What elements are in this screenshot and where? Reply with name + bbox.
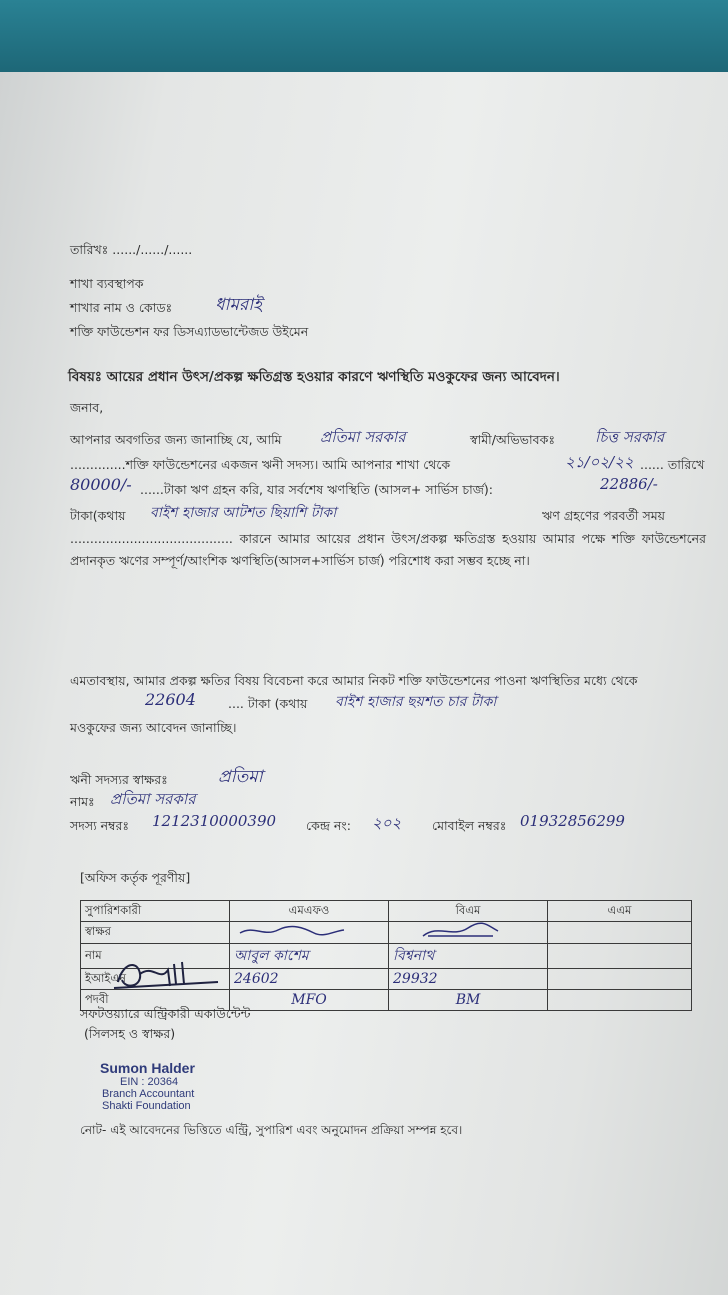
member-signature: প্রতিমা: [218, 767, 263, 787]
table-header-mfo: এমএফও: [230, 901, 389, 922]
para2-text-c: মওকুফের জন্য আবেদন জানাচ্ছি।: [70, 720, 237, 735]
mfo-name: আবুল কাশেম: [234, 948, 309, 964]
row-label-designation: পদবী: [81, 990, 230, 1011]
outstanding-words-handwritten: বাইশ হাজার আটশত ছিয়াশি টাকা: [150, 505, 337, 521]
branch-name-handwritten: ধামরাই: [215, 295, 263, 315]
branch-label: শাখার নাম ও কোডঃ: [70, 300, 173, 315]
para1-text-h: ......................................... কারনে আমার আয়ের প্রধান উৎস/প্রকল্প ক্ষতিগ্রস্ত হওয়ায় আমার পক্ষে শক্তি ফাউন্ডেশনের প্রদানকৃত ঋণের সম্পূর্ণ/আংশিক ঋণস্থিতি(আসল+সার্ভিস চার্জ) পরিশোধ করা সম্ভব হচ্ছে না।: [70, 531, 706, 568]
para1-text-d: ...... তারিখে: [640, 457, 705, 472]
mfo-signature: [230, 922, 389, 944]
bm-signature: [389, 922, 548, 944]
accountant-signature-icon: [108, 952, 228, 1002]
row-label-name: নাম: [81, 944, 230, 969]
table-row: [81, 901, 692, 922]
para1-text-g: ঋণ গ্রহণের পরবর্তী সময়: [542, 508, 666, 523]
seal-org: Shakti Foundation: [102, 1100, 191, 1112]
guardian-name-handwritten: চিত্ত সরকার: [595, 428, 665, 446]
application-form: [0, 72, 728, 1295]
mobile-number-label: মোবাইল নম্বরঃ: [432, 818, 507, 833]
para1-text-e: ......টাকা ঋণ গ্রহন করি, যার সর্বশেষ ঋণস্থিতি (আসল+ সার্ভিস চার্জ):: [140, 482, 493, 497]
seal-name: Sumon Halder: [100, 1060, 195, 1076]
mfo-ein: 24602: [234, 971, 279, 987]
center-number-handwritten: ২০২: [372, 814, 402, 832]
member-number-handwritten: 1212310000390: [152, 812, 277, 830]
para1-text-a: আপনার অবগতির জন্য জানাচ্ছি যে, আমি: [70, 432, 282, 447]
table-row: [81, 922, 692, 944]
loan-date-handwritten: ২১/০২/২২: [565, 453, 634, 471]
bm-name: বিশ্বনাথ: [393, 948, 435, 964]
para1-text-c: ..............শক্তি ফাউন্ডেশনের একজন ঋনী সদস্য। আমি আপনার শাখা থেকে: [70, 457, 451, 472]
member-sign-label: ঋনী সদস্যর স্বাক্ষরঃ: [70, 772, 168, 787]
salutation: জনাব,: [70, 400, 104, 415]
addressee-title: শাখা ব্যবস্থাপক: [70, 276, 144, 291]
seal-role: Branch Accountant: [102, 1088, 195, 1100]
waiver-words-handwritten: বাইশ হাজার ছয়শত চার টাকা: [335, 694, 497, 710]
bm-ein: 29932: [393, 971, 438, 987]
para2-text-b: .... টাকা (কথায়: [228, 696, 308, 711]
organization-name: শক্তি ফাউন্ডেশন ফর ডিসএ্যাডভান্টেজড উইমেন: [70, 324, 309, 339]
applicant-name-handwritten: প্রতিমা সরকার: [320, 428, 406, 446]
bm-designation: BM: [455, 992, 481, 1008]
subject-line: বিষয়ঃ আয়ের প্রধান উৎস/প্রকল্প ক্ষতিগ্রস্ত হওয়ার কারণে ঋণস্থিতি মওকুফের জন্য আবেদন।: [68, 369, 560, 385]
table-header-am: এএম: [548, 901, 692, 922]
table-header-recommender: সুপারিশকারী: [81, 901, 230, 922]
seal-ein: EIN : 20364: [120, 1076, 179, 1088]
mfo-designation: MFO: [291, 992, 327, 1008]
row-label-ein: ইআইএন: [81, 969, 230, 990]
member-number-label: সদস্য নম্বরঃ: [70, 818, 130, 833]
member-name-label: নামঃ: [70, 794, 95, 809]
office-use-note: [অফিস কর্তৃক পূরণীয়]: [80, 870, 191, 885]
loan-amount-handwritten: 80000/-: [70, 475, 132, 494]
signature-scribble-icon: [234, 922, 354, 940]
signature-scribble-icon: [393, 922, 513, 940]
center-number-label: কেন্দ্র নং:: [306, 818, 351, 833]
row-label-signature: স্বাক্ষর: [81, 922, 230, 944]
am-ein: [548, 969, 692, 990]
am-signature: [548, 922, 692, 944]
table-header-bm: বিএম: [389, 901, 548, 922]
date-line: তারিখঃ ....../....../......: [70, 242, 193, 257]
am-name: [548, 944, 692, 969]
para2-text-a: এমতাবস্থায়, আমার প্রকল্প ক্ষতির বিষয় বিবেচনা করে আমার নিকট শক্তি ফাউন্ডেশনের পাওনা ঋণস্থিতির মধ্যে থেকে: [70, 673, 638, 688]
table-surface: [0, 0, 728, 80]
waiver-amount-handwritten: 22604: [145, 690, 196, 709]
accountant-seal-stamp: [100, 1060, 195, 1112]
footnote: নোট- এই আবেদনের ভিত্তিতে এন্ট্রি, সুপারিশ এবং অনুমোদন প্রক্রিয়া সম্পন্ন হবে।: [80, 1123, 463, 1137]
accountant-title: সফটওয়্যারে এন্ট্রিকারী একাউন্টেন্ট: [80, 1006, 251, 1021]
para1-text-f: টাকা(কথায়: [70, 508, 126, 523]
accountant-seal-note: (সিলসহ ও স্বাক্ষর): [84, 1026, 176, 1041]
am-designation: [548, 990, 692, 1011]
mobile-number-handwritten: 01932856299: [520, 812, 625, 830]
para1-text-b: স্বামী/অভিভাবকঃ: [470, 432, 555, 447]
member-name-handwritten: প্রতিমা সরকার: [110, 790, 196, 808]
outstanding-amount-handwritten: 22886/-: [600, 475, 658, 493]
